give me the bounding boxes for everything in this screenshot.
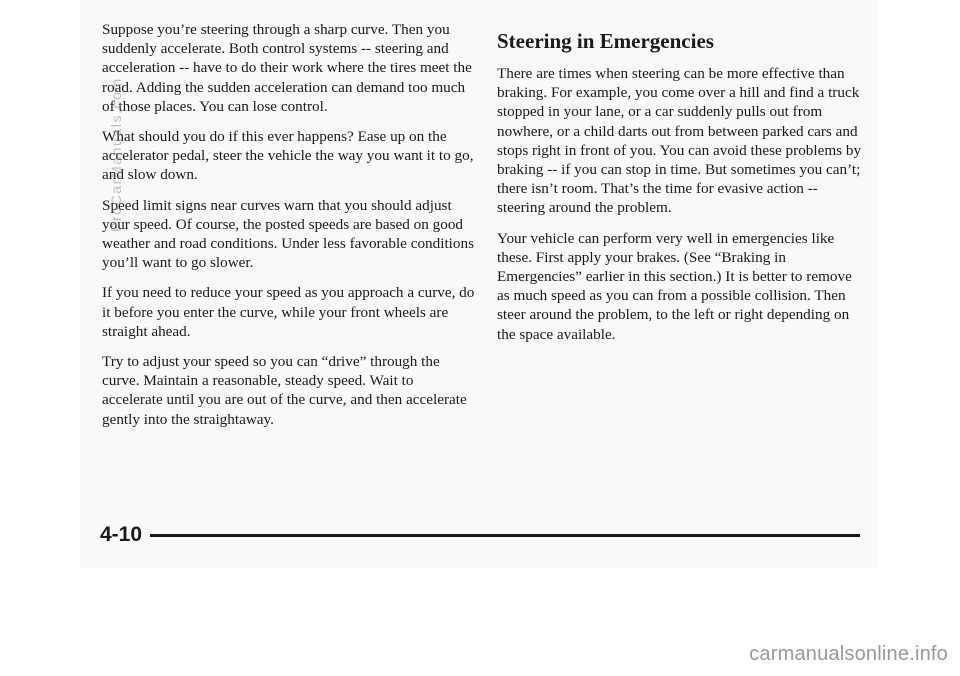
- paragraph-steering-vs-braking: There are times when steering can be more effective than braking. For example, you come over a hill and find a truck stopped in your lane, or a car suddenly pulls out from nowhere, or a child darts out from between parked cars and stops right in front of you. You can avoid these problems by braking -- if you can stop in time. But sometimes you can’t; there isn’t room. That’s the time for evasive action -- steering around the problem.: [497, 65, 862, 217]
- page-number: 4-10: [100, 523, 143, 546]
- left-column: [102, 20, 477, 440]
- right-column: [497, 20, 867, 355]
- footer-rule: [150, 534, 860, 537]
- section-heading: Steering in Emergencies: [497, 29, 714, 53]
- paragraph-reduce-speed: If you need to reduce your speed as you approach a curve, do it before you enter the curve, while your front wheels are straight ahead.: [102, 284, 475, 340]
- site-credit[interactable]: carmanualsonline.info: [749, 643, 948, 665]
- paragraph-vehicle-performance: Your vehicle can perform very well in emergencies like these. First apply your brakes. (See “Braking in Emergencies” earlier in this section.) It is better to remove as much speed as you can from a possible collision. Then steer around the problem, to the left or right depending on the space available.: [497, 229, 852, 343]
- paragraph-what-to-do: What should you do if this ever happens? Ease up on the accelerator pedal, steer the vehicle the way you want it to go, and slow down.: [102, 128, 474, 184]
- paragraph-sharp-curve: Suppose you’re steering through a sharp curve. Then you suddenly accelerate. Both control systems -- steering and acceleration -- have to do their work where the tires meet the road. Adding the sudden acceleration can demand too much of those places. You can lose control.: [102, 21, 472, 115]
- paragraph-speed-limit-signs: Speed limit signs near curves warn that you should adjust your speed. Of course, the posted speeds are based on good weather and road conditions. Under less favorable conditions you’ll want to go slower.: [102, 196, 474, 272]
- paragraph-adjust-speed: Try to adjust your speed so you can “drive” through the curve. Maintain a reasonable, steady speed. Wait to accelerate until you are out of the curve, and then accelerate gently into the straightaway.: [102, 353, 467, 428]
